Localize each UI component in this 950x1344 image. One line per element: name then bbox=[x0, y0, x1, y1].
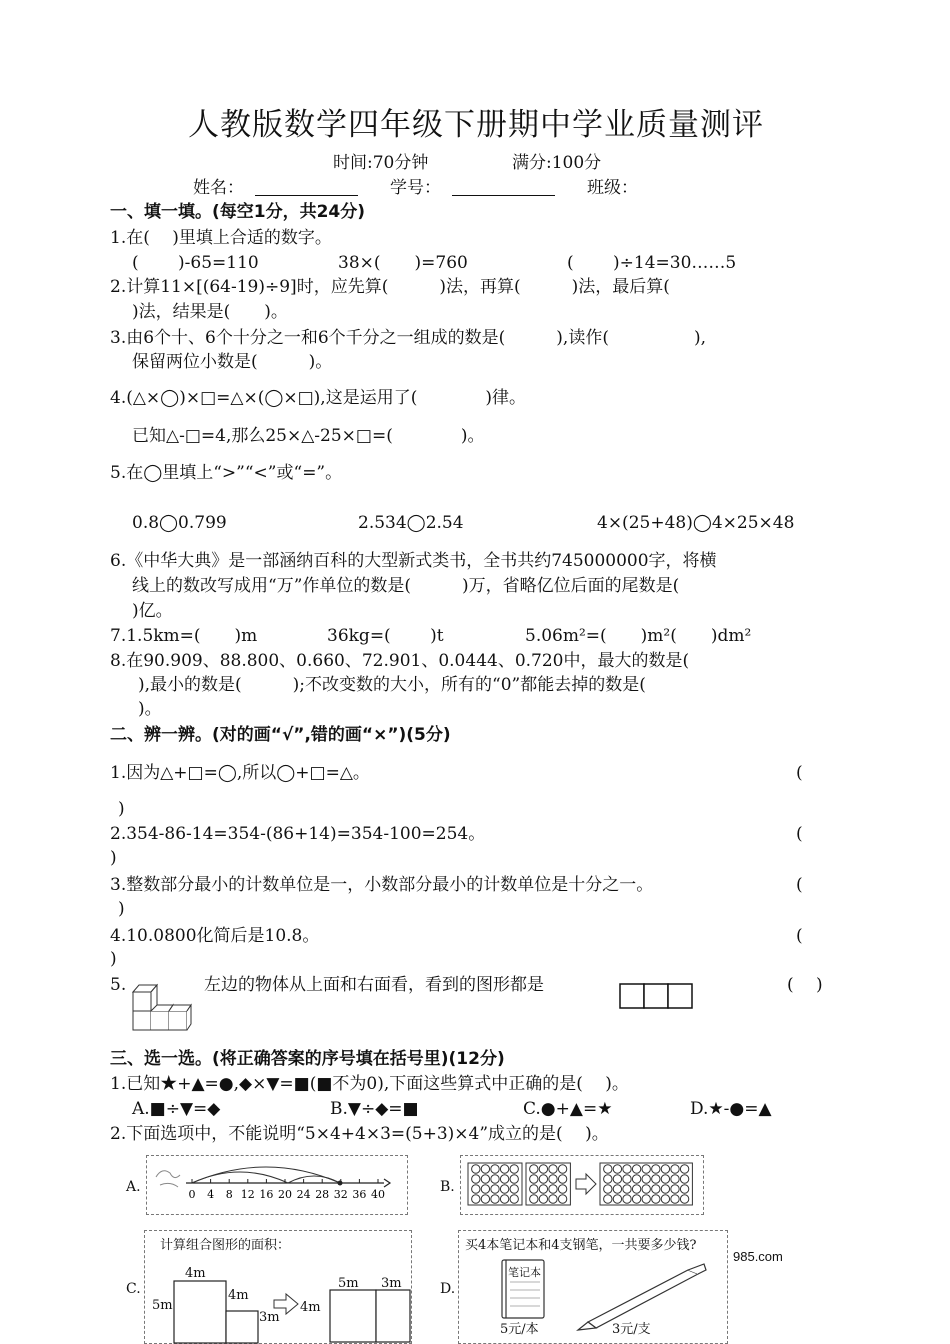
s2-item-4: 4.10.0800化简后是10.8。 bbox=[110, 926, 320, 946]
watermark: 985.com bbox=[733, 1249, 783, 1264]
counter-circle bbox=[491, 1175, 499, 1183]
numberline-tick-label: 8 bbox=[225, 1188, 233, 1201]
s3-img-label-d[interactable]: D. bbox=[440, 1281, 456, 1297]
s1-q5c: 4×(25+48)◯4×25×48 bbox=[597, 513, 795, 533]
counter-circle bbox=[530, 1185, 538, 1193]
counter-circle bbox=[539, 1175, 547, 1183]
counter-circle bbox=[623, 1195, 631, 1203]
s2-item-5: 左边的物体从上面和右面看，看到的图形都是 bbox=[204, 975, 544, 995]
counter-circle bbox=[652, 1185, 660, 1193]
s1-q3a: 3.由6个十、6个十分之一和6个千分之一组成的数是( ),读作( ), bbox=[110, 328, 707, 348]
s2-paren-4-open[interactable]: ( bbox=[796, 926, 803, 946]
s3-opt-a[interactable]: A.■÷▼=◆ bbox=[132, 1099, 221, 1119]
s1-q7c: 5.06m²=( )m²( )dm² bbox=[525, 626, 752, 646]
d-title: 买4本笔记本和4支钢笔，一共要多少钱? bbox=[465, 1238, 697, 1253]
counter-circle bbox=[642, 1185, 650, 1193]
s2-item-3: 3.整数部分最小的计数单位是一，小数部分最小的计数单位是十分之一。 bbox=[110, 875, 654, 895]
counter-circle bbox=[558, 1195, 566, 1203]
counter-circle bbox=[500, 1185, 508, 1193]
counter-circle bbox=[642, 1195, 650, 1203]
counter-circle bbox=[604, 1195, 612, 1203]
c-dim-6: 5m bbox=[338, 1276, 359, 1291]
counter-circle bbox=[510, 1185, 518, 1193]
s1-q1: 1.在( )里填上合适的数字。 bbox=[110, 228, 332, 248]
s1-q8c: )。 bbox=[138, 699, 162, 719]
s1-q5: 5.在◯里填上“>”“<”或“=”。 bbox=[110, 463, 343, 483]
counter-circle bbox=[652, 1165, 660, 1173]
exam-time: 时间:70分钟 bbox=[333, 153, 429, 173]
numberline-tick-label: 40 bbox=[371, 1188, 385, 1201]
counter-circle bbox=[491, 1185, 499, 1193]
numberline-tick-label: 12 bbox=[240, 1188, 255, 1201]
counter-circle bbox=[680, 1165, 688, 1173]
s2-item-1: 1.因为△+□=◯,所以◯+□=△。 bbox=[110, 763, 370, 783]
counter-circle bbox=[558, 1185, 566, 1193]
counter-circle bbox=[530, 1195, 538, 1203]
counter-circle bbox=[530, 1165, 538, 1173]
notebook-pen-figure bbox=[458, 1230, 728, 1344]
counter-circle bbox=[632, 1185, 640, 1193]
numberline-tick-label: 0 bbox=[188, 1188, 196, 1201]
counter-circle bbox=[558, 1175, 566, 1183]
s1-q6a: 6.《中华大典》是一部涵纳百科的大型新式类书，全书共约745000000字，将横 bbox=[110, 551, 717, 571]
counter-circle bbox=[661, 1185, 669, 1193]
s2-paren-2-close[interactable]: ) bbox=[110, 848, 117, 868]
counter-circle bbox=[472, 1175, 480, 1183]
s1-q2a: 2.计算11×[(64-19)÷9]时，应先算( )法，再算( )法，最后算( bbox=[110, 277, 670, 297]
counter-circle bbox=[481, 1165, 489, 1173]
counter-circle bbox=[510, 1175, 518, 1183]
class-label: 班级： bbox=[587, 178, 638, 198]
counter-circle bbox=[680, 1185, 688, 1193]
counter-circle bbox=[613, 1165, 621, 1173]
number-line-figure bbox=[146, 1155, 408, 1215]
id-blank[interactable] bbox=[452, 195, 555, 196]
s1-q1c: ( )÷14=30……5 bbox=[567, 253, 737, 273]
s1-q6c: )亿。 bbox=[132, 601, 173, 621]
c-title: 计算组合图形的面积： bbox=[160, 1238, 291, 1253]
numberline-tick-label: 28 bbox=[315, 1188, 330, 1201]
counter-circle bbox=[549, 1165, 557, 1173]
numberline-tick-label: 32 bbox=[333, 1188, 348, 1201]
counter-circle bbox=[549, 1195, 557, 1203]
counter-circle bbox=[539, 1185, 547, 1193]
counter-circle bbox=[680, 1175, 688, 1183]
counter-circle bbox=[652, 1195, 660, 1203]
s1-q6b: 线上的数改写成用“万”作单位的数是( )万，省略亿位后面的尾数是( bbox=[132, 576, 680, 596]
counter-circle bbox=[539, 1195, 547, 1203]
counter-circle bbox=[530, 1175, 538, 1183]
c-dim-2: 5m bbox=[152, 1298, 173, 1313]
counter-circle bbox=[632, 1195, 640, 1203]
counter-circle bbox=[558, 1165, 566, 1173]
s1-q5b: 2.534◯2.54 bbox=[358, 513, 464, 533]
id-label: 学号： bbox=[390, 178, 441, 198]
s3-opt-c[interactable]: C.●+▲=★ bbox=[523, 1099, 613, 1119]
s3-img-label-a[interactable]: A. bbox=[126, 1179, 141, 1195]
counter-circle bbox=[642, 1165, 650, 1173]
counter-circle bbox=[472, 1185, 480, 1193]
counter-circle bbox=[671, 1185, 679, 1193]
numberline-tick-label: 36 bbox=[352, 1188, 367, 1201]
c-dim-3: 4m bbox=[228, 1288, 249, 1303]
c-dim-1: 4m bbox=[185, 1266, 206, 1281]
counter-circle bbox=[510, 1195, 518, 1203]
counter-circle bbox=[680, 1195, 688, 1203]
s2-paren-4-close[interactable]: ) bbox=[110, 949, 117, 969]
c-dim-4: 3m bbox=[259, 1310, 280, 1325]
s1-q2b: )法，结果是( )。 bbox=[132, 302, 288, 322]
d-price-notebook: 5元/本 bbox=[500, 1322, 539, 1337]
s2-item-2: 2.354-86-14=354-(86+14)=354-100=254。 bbox=[110, 824, 486, 844]
counter-circle bbox=[549, 1185, 557, 1193]
d-price-pen: 3元/支 bbox=[612, 1322, 651, 1337]
counter-circle bbox=[500, 1165, 508, 1173]
d-notebook-label: 笔记本 bbox=[508, 1266, 541, 1279]
counter-circle bbox=[604, 1175, 612, 1183]
counter-circle bbox=[642, 1175, 650, 1183]
counter-circle bbox=[661, 1195, 669, 1203]
counter-circle bbox=[632, 1175, 640, 1183]
s1-q4b: 已知△-□=4,那么25×△-25×□=( )。 bbox=[132, 426, 485, 446]
s1-q4a: 4.(△×◯)×□=△×(◯×□),这是运用了( )律。 bbox=[110, 388, 526, 408]
s2-paren-5[interactable]: ( ) bbox=[787, 975, 823, 995]
s1-q7a: 7.1.5km=( )m bbox=[110, 626, 258, 646]
numberline-tick-label: 20 bbox=[278, 1188, 292, 1201]
counter-circle bbox=[613, 1195, 621, 1203]
three-squares-figure bbox=[619, 983, 693, 1009]
counter-circle bbox=[604, 1185, 612, 1193]
counter-circle bbox=[500, 1175, 508, 1183]
section1-heading: 一、填一填。(每空1分，共24分) bbox=[110, 202, 366, 222]
name-label: 姓名： bbox=[193, 178, 244, 198]
s2-paren-3-close[interactable]: ) bbox=[118, 899, 125, 919]
s1-q1a: ( )-65=110 bbox=[132, 253, 259, 273]
s2-paren-3-open[interactable]: ( bbox=[796, 875, 803, 895]
counter-circle bbox=[623, 1165, 631, 1173]
counter-circle bbox=[539, 1165, 547, 1173]
c-dim-5: 4m bbox=[300, 1300, 321, 1315]
counter-circle bbox=[671, 1165, 679, 1173]
s1-q8b: ),最小的数是( );不改变数的大小，所有的“0”都能去掉的数是( bbox=[138, 675, 646, 695]
section2-heading: 二、辨一辨。(对的画“√”,错的画“×”)(5分) bbox=[110, 725, 451, 745]
counter-circle bbox=[671, 1195, 679, 1203]
counter-circle bbox=[510, 1165, 518, 1173]
s3-opt-d[interactable]: D.★-●=▲ bbox=[690, 1099, 772, 1119]
counter-circle bbox=[472, 1195, 480, 1203]
cube-stack-figure bbox=[131, 972, 195, 1034]
numberline-tick-label: 4 bbox=[207, 1188, 215, 1201]
numberline-tick-label: 16 bbox=[259, 1188, 274, 1201]
s1-q7b: 36kg=( )t bbox=[327, 626, 444, 646]
counter-circle bbox=[623, 1185, 631, 1193]
counter-circle bbox=[500, 1195, 508, 1203]
exam-score: 满分:100分 bbox=[512, 153, 602, 173]
counter-circle bbox=[472, 1165, 480, 1173]
s2-paren-2-open[interactable]: ( bbox=[796, 824, 803, 844]
counter-circle bbox=[661, 1165, 669, 1173]
counter-circle bbox=[549, 1175, 557, 1183]
c-dim-7: 3m bbox=[381, 1276, 402, 1291]
s1-q1b: 38×( )=760 bbox=[338, 253, 468, 273]
counter-circle bbox=[652, 1175, 660, 1183]
counter-circle bbox=[481, 1175, 489, 1183]
composite-area-figure bbox=[144, 1230, 412, 1344]
numberline-tick-label: 24 bbox=[296, 1188, 311, 1201]
s3-q2: 2.下面选项中，不能说明“5×4+4×3=(5+3)×4”成立的是( )。 bbox=[110, 1124, 609, 1144]
counter-circle bbox=[613, 1185, 621, 1193]
counter-circle bbox=[623, 1175, 631, 1183]
counter-circle bbox=[671, 1175, 679, 1183]
counter-circle bbox=[632, 1165, 640, 1173]
s2-q5-num: 5. bbox=[110, 975, 127, 995]
circle-groups-figure bbox=[460, 1155, 704, 1215]
s1-q3b: 保留两位小数是( )。 bbox=[132, 352, 333, 372]
s2-paren-1-open[interactable]: ( bbox=[796, 763, 803, 783]
counter-circle bbox=[491, 1195, 499, 1203]
counter-circle bbox=[481, 1195, 489, 1203]
counter-circle bbox=[604, 1165, 612, 1173]
s3-img-label-b[interactable]: B. bbox=[440, 1179, 455, 1195]
section3-heading: 三、选一选。(将正确答案的序号填在括号里)(12分) bbox=[110, 1049, 505, 1069]
s2-paren-1-close[interactable]: ) bbox=[118, 799, 125, 819]
s3-q1: 1.已知★+▲=●,◆×▼=■(■不为0),下面这些算式中正确的是( )。 bbox=[110, 1074, 629, 1094]
counter-circle bbox=[661, 1175, 669, 1183]
s3-opt-b[interactable]: B.▼÷◆=■ bbox=[330, 1099, 419, 1119]
counter-circle bbox=[613, 1175, 621, 1183]
name-blank[interactable] bbox=[255, 195, 358, 196]
page-title: 人教版数学四年级下册期中学业质量测评 bbox=[188, 107, 764, 143]
counter-circle bbox=[491, 1165, 499, 1173]
counter-circle bbox=[481, 1185, 489, 1193]
s3-img-label-c[interactable]: C. bbox=[126, 1281, 141, 1297]
s1-q8a: 8.在90.909、88.800、0.660、72.901、0.0444、0.720中，最大的数是( bbox=[110, 651, 690, 671]
s1-q5a: 0.8◯0.799 bbox=[132, 513, 227, 533]
